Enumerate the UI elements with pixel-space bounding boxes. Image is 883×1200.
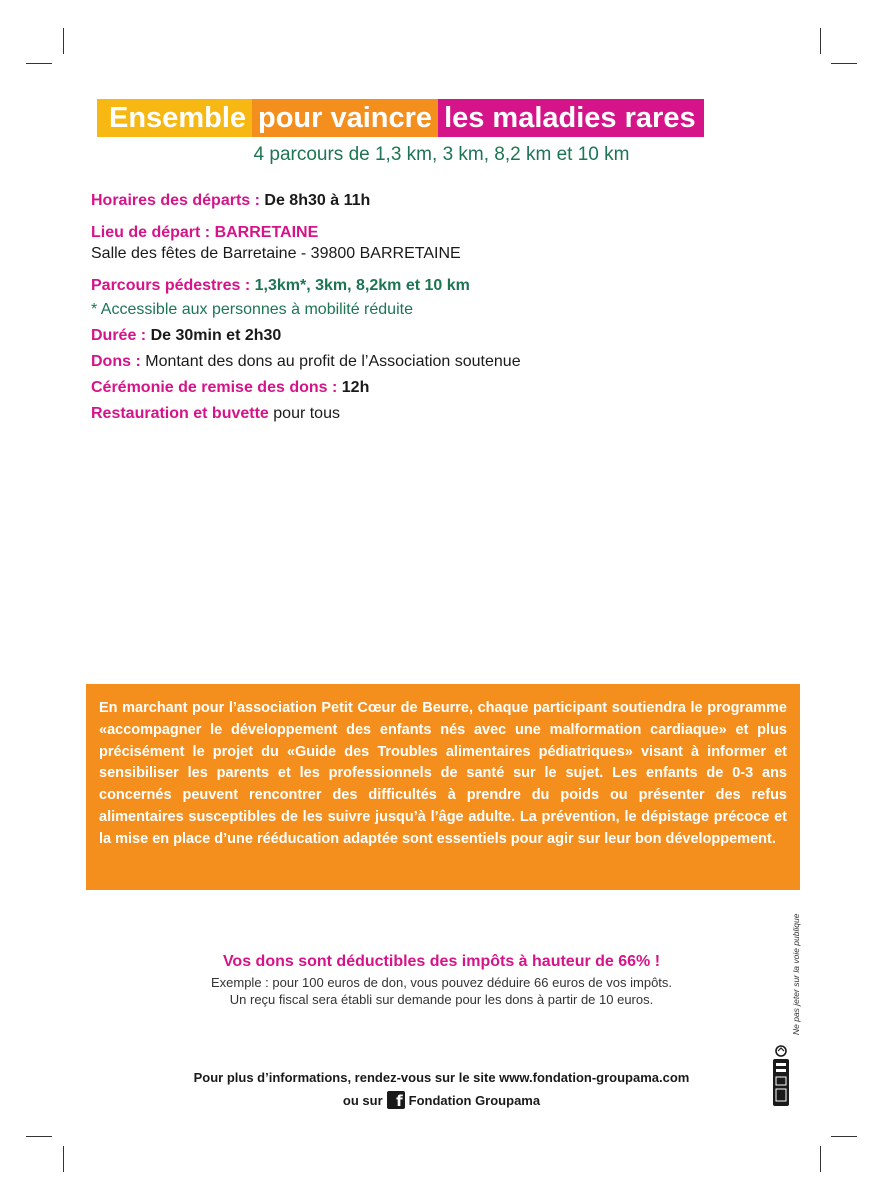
crop-mark [26,63,52,64]
banner-ensemble: Ensemble [97,99,252,137]
ceremonie-row [91,379,521,397]
duree-row [91,327,521,345]
restauration-row [91,405,521,423]
parcours-row [91,277,521,295]
restauration-label: Restauration et buvette [91,405,269,422]
triman-recycling-icon [772,1044,790,1107]
horaires-value: De 8h30 à 11h [264,192,371,209]
crop-mark [831,1136,857,1137]
horaires-row [91,192,521,210]
crop-mark [820,28,821,54]
crop-mark [820,1146,821,1172]
tax-receipt: Un reçu fiscal sera établi sur demande pour les dons à partir de 10 euros. [229,992,654,1007]
dons-value: Montant des dons au profit de l’Association soutenue [145,353,521,370]
tax-example: Exemple : pour 100 euros de don, vous pouvez déduire 66 euros de vos impôts. [210,975,673,990]
subtitle: 4 parcours de 1,3 km, 3 km, 8,2 km et 10 km [253,144,630,165]
event-info [91,192,521,423]
no-litter-note: Ne pas jeter sur la voie publique [791,913,801,1035]
lieu-label-text: Lieu de départ : BARRETAINE [91,224,319,241]
crop-mark [63,28,64,54]
horaires-label: Horaires des départs : [91,192,260,209]
tax-deduction [0,953,883,1008]
parcours-label: Parcours pédestres : [91,277,251,294]
tax-headline: Vos dons sont déductibles des impôts à hauteur de 66% ! [222,953,661,970]
dons-row [91,353,521,371]
crop-mark [26,1136,52,1137]
lieu-label [91,223,521,243]
ceremonie-label: Cérémonie de remise des dons : [91,379,338,396]
ceremonie-value: 12h [341,379,370,396]
dons-label: Dons : [91,353,141,370]
banner-pour-vaincre: pour vaincre [252,99,438,137]
restauration-value: pour tous [273,405,340,422]
lieu-address: Salle des fêtes de Barretaine - 39800 BARRETAINE [91,245,461,262]
crop-mark [831,63,857,64]
facebook-link[interactable]: Fondation Groupama [408,1092,541,1108]
parcours-value: 1,3km*, 3km, 8,2km et 10 km [254,277,470,294]
ou-sur: ou sur [342,1092,383,1108]
accessible-note: * Accessible aux personnes à mobilité réduite [91,301,413,318]
more-info [0,1070,883,1109]
banner-maladies-rares: les maladies rares [438,99,704,137]
website-line[interactable]: Pour plus d’informations, rendez-vous sur le site www.fondation-groupama.com [193,1070,690,1085]
duree-value: De 30min et 2h30 [150,327,282,344]
association-description-box [86,684,800,890]
duree-label: Durée : [91,327,147,344]
crop-mark [63,1146,64,1172]
facebook-icon[interactable]: f [387,1091,405,1109]
title-banner [97,99,704,137]
association-description: En marchant pour l’association Petit Cœur de Beurre, chaque participant soutiendra le programme «accompagner le développement des enfants nés avec une malformation cardiaque» et plus précisément le projet du «Guide des Troubles alimentaires pédiatriques» visant à informer et sensibiliser les parents et les professionnels de santé sur le sujet. Les enfants de 0-3 ans concernés peuvent rencontrer des difficultés à prendre du poids ou présenter des refus alimentaires susceptibles de les suivre jusqu’à l’âge adulte. La prévention, le dépistage précoce et la mise en place d’une rééducation adaptée sont essentiels pour agir sur leur bon développement. [99,700,787,847]
facebook-line [0,1091,883,1109]
